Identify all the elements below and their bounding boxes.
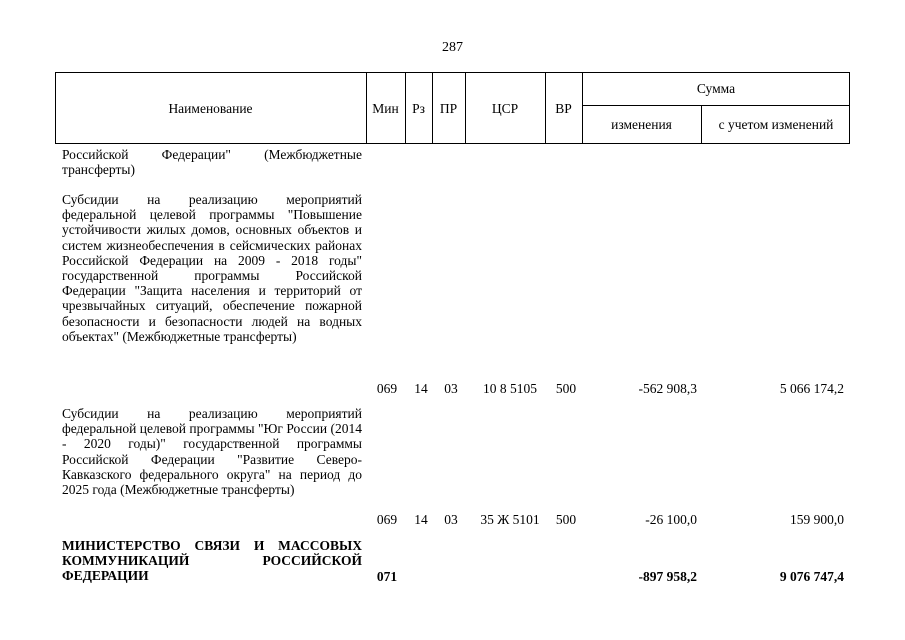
row-name: МИНИСТЕРСТВО СВЯЗИ И МАССОВЫХ КОММУНИКАЦИЙ РОССИЙСКОЙ ФЕДЕРАЦИИ bbox=[62, 538, 362, 584]
row-rz: 14 bbox=[414, 381, 428, 396]
header-rz: Рз bbox=[412, 100, 425, 116]
row-izmeneniya: -897 958,2 bbox=[638, 569, 697, 584]
row-name: Субсидии на реализацию мероприятий федеральной целевой программы "Юг России (2014 - 2020 годы)" государственной программы Российской Федерации "Развитие Северо-Кавказского федерального округа" на период до 2025 года (Межбюджетные трансферты) bbox=[62, 406, 362, 498]
header-vr: ВР bbox=[555, 100, 572, 116]
page-number: 287 bbox=[442, 40, 463, 55]
row-name: Российской Федерации" (Межбюджетные трансферты) bbox=[62, 147, 362, 178]
row-vr: 500 bbox=[555, 512, 577, 527]
header-pr: ПР bbox=[439, 100, 458, 116]
header-s-uchetom: с учетом изменений bbox=[718, 117, 834, 132]
row-min: 069 bbox=[376, 512, 398, 527]
header-csr: ЦСР bbox=[491, 100, 519, 116]
table-header bbox=[55, 72, 850, 144]
row-vr: 500 bbox=[555, 381, 577, 396]
row-izmeneniya: -26 100,0 bbox=[645, 512, 697, 527]
row-csr: 10 8 5105 bbox=[483, 381, 537, 396]
row-pr: 03 bbox=[444, 381, 458, 396]
row-rz: 14 bbox=[414, 512, 428, 527]
row-total: 159 900,0 bbox=[790, 512, 844, 527]
row-min: 071 bbox=[376, 569, 398, 584]
row-min: 069 bbox=[376, 381, 398, 396]
header-izmeneniya: изменения bbox=[611, 117, 672, 132]
row-name: Субсидии на реализацию мероприятий федеральной целевой программы "Повышение устойчивости жилых домов, основных объектов и систем жизнеобеспечения в сейсмических районах Российской Федерации на 2009 - 2018 годы" государственной программы Российской Федерации "Защита населения и территорий от чрезвычайных ситуаций, обеспечение пожарной безопасности и безопасности людей на водных объектах" (Межбюджетные трансферты) bbox=[62, 192, 362, 344]
header-name: Наименование bbox=[168, 100, 253, 116]
header-min: Мин bbox=[372, 100, 399, 116]
header-summa: Сумма bbox=[696, 81, 736, 96]
row-izmeneniya: -562 908,3 bbox=[638, 381, 697, 396]
row-total: 9 076 747,4 bbox=[779, 569, 844, 584]
row-total: 5 066 174,2 bbox=[779, 381, 844, 396]
row-pr: 03 bbox=[444, 512, 458, 527]
row-csr: 35 Ж 5101 bbox=[480, 512, 540, 527]
